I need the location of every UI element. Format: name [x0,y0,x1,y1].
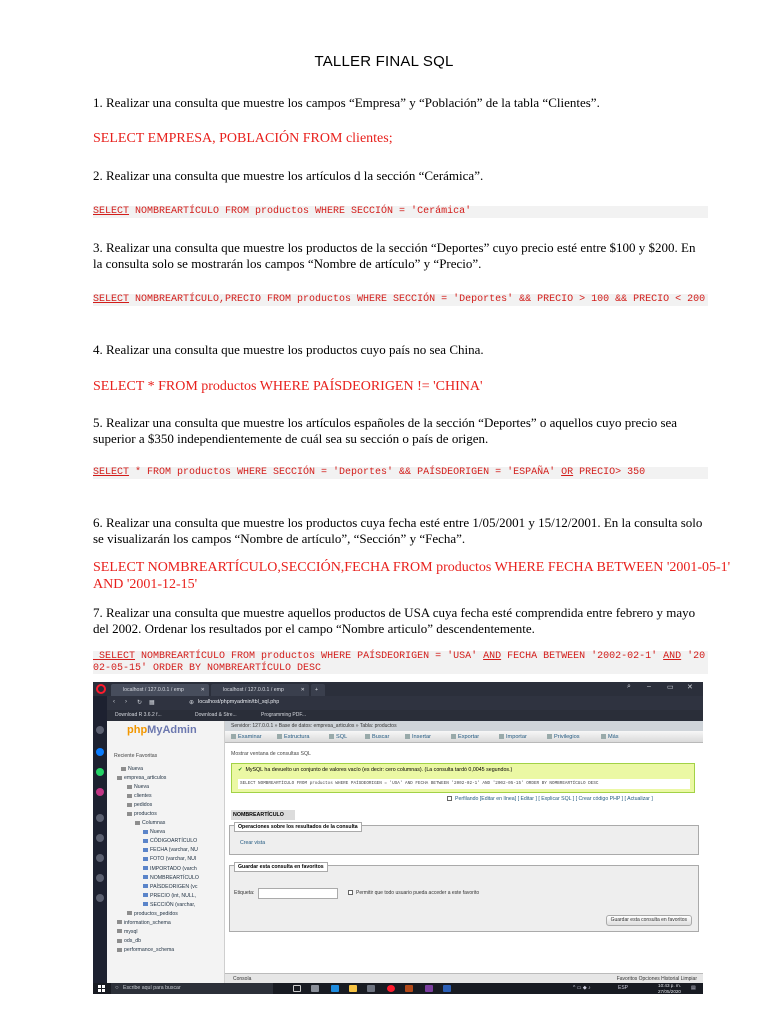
opera-logo-icon [96,684,106,694]
settings-icon[interactable] [96,894,104,902]
tray-icons[interactable]: ^ ▭ ◆ ♪ [573,985,591,991]
answer-6: SELECT NOMBREARTÍCULO,SECCIÓN,FECHA FROM productos WHERE FECHA BETWEEN '2001-05-1' AND '2001-12-15' [93,560,731,592]
tree-item[interactable]: SECCIÓN (varchar, [115,901,223,910]
tree-item[interactable]: FOTO (varchar, NUI [115,855,223,864]
label-field-label: Etiqueta: [234,890,255,896]
question-7: 7. Realizar una consulta que muestre aquellos productos de USA cuya fecha esté comprendida entre febrero y mayo del 2002. Ordenar los resultados por el campo “Nombre articulo” descendentemente. [93,605,696,636]
answer-2 [93,206,708,218]
top-menu [225,731,703,743]
console-options[interactable]: Favoritos Opciones Historial Limpiar [616,976,697,982]
taskbar-search[interactable]: ○ Escribe aquí para buscar [111,983,273,994]
tree-item[interactable]: productos [115,810,223,819]
label-input[interactable] [258,888,338,899]
tree-item[interactable]: clientes [115,792,223,801]
instagram-icon[interactable] [96,788,104,796]
whatsapp-icon[interactable] [96,768,104,776]
security-icon: ⊕ [189,700,195,706]
show-sql-link[interactable]: Mostrar ventana de consultas SQL [231,751,311,757]
fieldset-legend: Operaciones sobre los resultados de la consulta [234,822,362,832]
column-icon [143,884,148,888]
reload-icon[interactable]: ↻ [137,700,143,706]
question-3: 3. Realizar una consulta que muestre los productos de la sección “Deportes” cuyo precio esté entre $100 y $200. En la consulta solo se mostrarán los campos “Nombre de artículo” y “Precio”. [93,240,696,271]
question-1: 1. Realizar una consulta que muestre los campos “Empresa” y “Población” de la tabla “Clientes”. [93,95,600,110]
tab-sql[interactable]: SQL [329,731,347,743]
sql-text: PRECIO> 350 [573,467,646,478]
folder-icon [135,821,140,825]
tree-item[interactable]: Nueva [115,765,223,774]
tree-item[interactable]: Columnas [115,819,223,828]
create-view-link[interactable]: Crear vista [240,840,266,846]
profiling-links[interactable]: Perfilando [Editar en línea] [ Editar ] [ Explicar SQL ] [ Crear código PHP ] [ Actualizar ] [447,796,653,802]
table-icon [127,911,132,915]
table-icon [127,812,132,816]
forward-icon[interactable]: › [125,699,127,705]
column-icon [143,848,148,852]
tree-item[interactable]: pedidos [115,801,223,810]
notifications-icon[interactable]: ▤ [691,985,696,991]
tree-item[interactable]: IMPORTADO (varch [115,865,223,874]
column-icon [143,866,148,870]
task-view-icon[interactable] [293,985,301,992]
answer-7 [93,651,708,674]
sql-text: NOMBREARTÍCULO FROM productos WHERE PAÍSDEORIGEN = 'USA' [135,651,484,662]
save-bookmark-button[interactable]: Guardar esta consulta en favoritos [606,915,692,926]
back-icon[interactable]: ‹ [113,699,115,705]
tab-insertar[interactable]: Insertar [405,731,431,743]
database-tree [115,765,223,955]
sql-text: '2002-05-15' ORDER BY NOMBREARTÍCULO DESC [93,651,706,674]
sql-keyword: SELECT [93,206,130,217]
table-icon [127,794,132,798]
windows-taskbar [93,983,703,994]
bookmark-item[interactable]: Download & Stre... [195,712,237,718]
box-icon[interactable] [96,874,104,882]
sql-text: NOMBREARTÍCULO FROM productos WHERE SECCIÓN = 'Cerámica' [129,206,472,217]
close-icon[interactable]: ✕ [300,687,305,693]
sql-keyword: AND [483,651,502,662]
answer-4: SELECT * FROM productos WHERE PAÍSDEORIGEN != 'CHINA' [93,379,483,394]
browser-tabbar [93,682,703,696]
shop-icon[interactable] [367,985,375,992]
embedded-screenshot [93,682,703,994]
tree-item[interactable]: FECHA (varchar, NU [115,846,223,855]
database-icon [117,929,122,933]
sql-keyword: AND [663,651,682,662]
browser-tab[interactable]: localhost / 127.0.0.1 / emp ✕ [211,684,309,696]
language-indicator[interactable]: ESP [618,985,629,991]
profiling-checkbox[interactable] [447,796,452,801]
tree-item[interactable]: information_schema [115,919,223,928]
word-icon[interactable] [443,985,451,992]
tree-item[interactable]: performance_schema [115,946,223,955]
database-icon [117,920,122,924]
url-text: localhost/phpmyadmin/tbl_sql.php [198,699,280,705]
column-icon [143,902,148,906]
opera-sidebar [93,696,107,983]
tree-item[interactable]: ods_db [115,937,223,946]
xampp-icon[interactable] [405,985,413,992]
console-label[interactable]: Consola [233,976,252,982]
address-bar[interactable] [93,696,703,710]
close-icon[interactable]: ✕ [200,687,205,693]
minimize-icon[interactable]: – [647,683,651,690]
column-icon [143,839,148,843]
answer-3 [93,294,708,306]
executed-sql: SELECT NOMBREARTÍCULO FROM productos WHERE PAÍSDEORIGEN = 'USA' AND FECHA BETWEEN '2002-02-1' AND '2002-05-15' ORDER BY NOMBREARTÍCULO DESC [238,779,690,789]
recent-favorites-tabs[interactable]: Reciente Favoritas [114,753,158,759]
tree-item[interactable]: CÓDIGOARTÍCULO [115,837,223,846]
success-message [231,763,695,793]
tree-item[interactable]: NOMBREARTÍCULO [115,874,223,883]
flow-icon[interactable] [96,814,104,822]
phpmyadmin-logo: phpMyAdmin [127,724,197,736]
new-icon [121,767,126,771]
messenger-icon[interactable] [96,748,104,756]
sql-keyword: SELECT [93,294,130,305]
tab-buscar[interactable]: Buscar [365,731,389,743]
opera-icon[interactable] [387,985,395,992]
store-icon[interactable] [311,985,319,992]
database-icon [117,776,122,780]
bookmark-item[interactable]: Download R 3.6.2 f... [115,712,162,718]
bookmarks-bar [93,710,703,721]
shared-bookmark-option[interactable]: Permitir que todo usuario pueda acceder a este favorito [348,890,479,896]
database-icon [117,939,122,943]
home-icon[interactable] [96,726,104,734]
tree-item[interactable]: Nueva [115,783,223,792]
tree-item[interactable]: PAÍSDEORIGEN (vc [115,883,223,892]
tab-privilegios[interactable]: Privilegios [547,731,580,743]
question-4: 4. Realizar una consulta que muestre los productos cuyo país no sea China. [93,342,484,357]
tree-item[interactable]: productos_pedidos [115,910,223,919]
close-window-icon[interactable]: ✕ [687,684,693,691]
folder-icon[interactable] [349,985,357,992]
new-icon [127,785,132,789]
new-tab-button[interactable]: + [311,684,325,696]
windows-start-icon[interactable] [98,985,105,992]
sql-text: * FROM productos WHERE SECCIÓN = 'Deportes' && PAÍSDEORIGEN = 'ESPAÑA' [129,467,562,478]
fieldset-legend: Guardar esta consulta en favoritos [234,862,328,872]
answer-5 [93,467,708,479]
tab-importar[interactable]: Importar [499,731,527,743]
sql-text: NOMBREARTÍCULO,PRECIO FROM productos WHERE SECCIÓN = 'Deportes' && PRECIO > 100 && PRECIO < 200 [129,294,706,305]
new-icon [143,830,148,834]
sql-keyword: OR [561,467,574,478]
result-column-header[interactable]: NOMBREARTÍCULO [231,810,295,820]
question-2: 2. Realizar una consulta que muestre los artículos d la sección “Cerámica”. [93,168,484,183]
tab-estructura[interactable]: Estructura [277,731,310,743]
breadcrumb[interactable]: Servidor: 127.0.0.1 » Base de datos: empresa_articulos » Tabla: productos [225,721,703,731]
maximize-icon[interactable]: ▭ [667,684,674,691]
query-results-operations [229,825,699,855]
tree-item[interactable]: PRECIO (int, NULL, [115,892,223,901]
sql-keyword: SELECT [93,651,136,662]
document-title: TALLER FINAL SQL [314,53,454,70]
database-icon [117,948,122,952]
column-icon [143,875,148,879]
heart-icon[interactable] [96,854,104,862]
column-icon [143,893,148,897]
clock-icon[interactable] [96,834,104,842]
taskbar-clock[interactable]: 10:43 p. m. 27/05/2020 [658,983,681,994]
question-6: 6. Realizar una consulta que muestre los productos cuya fecha esté entre 1/05/2001 y 15/12/2001. En la consulta solo se visualizarán los campos “Nombre de artículo”, “Sección” y “Fecha”. [93,515,703,546]
question-5: 5. Realizar una consulta que muestre los artículos españoles de la sección “Deportes” o aquellos cuyo precio sea superior a $350 independientemente de cuál sea su sección o país de origen. [93,415,678,446]
tab-exportar[interactable]: Exportar [451,731,479,743]
sql-keyword: SELECT [93,467,130,478]
answer-1: SELECT EMPRESA, POBLACIÓN FROM clientes; [93,131,393,146]
tab-mas[interactable]: Más [601,731,619,743]
table-icon [127,803,132,807]
browser-tab[interactable]: localhost / 127.0.0.1 / emp ✕ [111,684,209,696]
sql-text: FECHA BETWEEN '2002-02-1' [501,651,664,662]
column-icon [143,857,148,861]
bookmark-query-section [229,865,699,932]
success-text: ✔ MySQL ha devuelto un conjunto de valores vacío (es decir: cero columnas). (La consulta tardó 0,0045 segundos.) [238,767,512,773]
speed-dial-icon[interactable]: ▦ [149,700,155,706]
tree-item[interactable]: Nueva [115,828,223,837]
tree-item[interactable]: mysql [115,928,223,937]
app-icon[interactable] [425,985,433,992]
phpmyadmin-main [225,721,703,983]
console-bar[interactable] [225,973,703,983]
edge-icon[interactable] [331,985,339,992]
tree-item[interactable]: empresa_articulos [115,774,223,783]
tab-examinar[interactable]: Examinar [231,731,262,743]
phpmyadmin-navigation [107,721,225,983]
shared-checkbox[interactable] [348,890,353,895]
bookmark-item[interactable]: Programming PDF... [261,712,307,718]
search-icon[interactable]: ⌕ [627,683,631,690]
